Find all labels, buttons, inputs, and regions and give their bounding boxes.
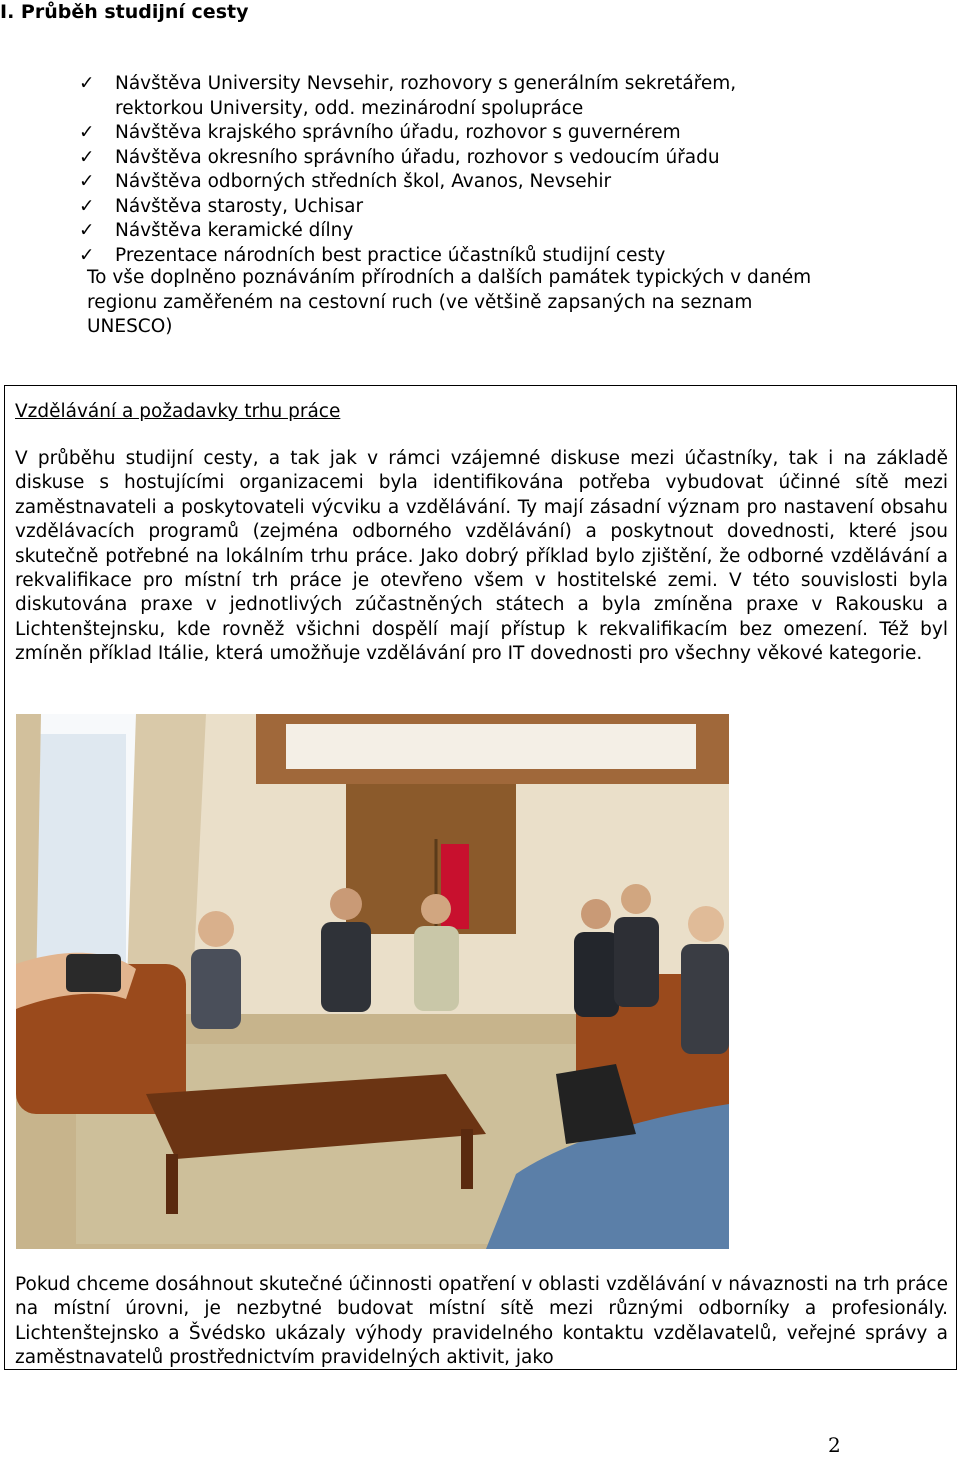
- window-pane: [36, 734, 126, 984]
- meeting-photo-illustration: [16, 714, 729, 1249]
- check-icon: ✓: [79, 73, 95, 94]
- list-item-text: Návštěva odborných středních škol, Avanos, Nevsehir: [115, 171, 612, 192]
- person-head: [581, 899, 611, 929]
- list-item-text: Prezentace národních best practice účastníků studijní cesty: [115, 244, 666, 266]
- person-head: [198, 911, 234, 947]
- education-section-box: [4, 385, 957, 1370]
- check-icon: ✓: [79, 195, 95, 217]
- person-head: [688, 906, 724, 942]
- list-item: [79, 219, 819, 244]
- person-body: [614, 917, 659, 1007]
- list-item-text: Návštěva okresního správního úřadu, rozhovor s vedoucím úřadu: [115, 146, 720, 168]
- paragraph-labour-market: V průběhu studijní cesty, a tak jak v rámci vzájemné diskuse mezi účastníky, tak i na základě diskuse s hostujícími organizacemi byla identifikována potřeba vybudovat účinné sítě mezi zaměstnavateli a poskytovateli výcviku a vzdělávání. Ty mají zásadní význam pro nastavení obsahu vzdělávacích programů (zejména odborného vzdělávání) a poskytnout dovednosti, které jsou skutečně potřebné na lokálním trhu práce. Jako dobrý příklad bylo zjištění, že odborné vzdělávání a rekvalifikace pro místní trh práce je otevřeno všem v hostitelské zemi. V této souvislosti byla diskutována praxe v jednotlivých zúčastněných státech a byla zmíněna praxe v Rakousku a Lichtenštejnsku, kde rovněž všichni dospělí mají přístup k rekvalifikacím bez omezení. Též byl zmíněn příklad Itálie, která umožňuje vzdělávání pro IT dovednosti pro všechny věkové kategorie.: [15, 448, 948, 665]
- list-item: [79, 72, 819, 121]
- person-body: [321, 922, 371, 1012]
- check-icon: ✓: [79, 146, 95, 168]
- box-heading: Vzdělávání a požadavky trhu práce: [15, 401, 341, 422]
- check-icon: ✓: [79, 244, 95, 266]
- ceiling-light: [286, 724, 696, 769]
- check-icon: ✓: [79, 171, 95, 192]
- paragraph-networks: Pokud chceme dosáhnout skutečné účinnosti opatření v oblasti vzdělávání v návaznosti na trh práce na místní úrovni, je nezbytné budovat místní sítě mezi různými odborníky a profesionály. Lichtenštejnsko a Švédsko ukázaly výhody pravidelného kontaktu vzdělavatelů, veřejné správy a zaměstnavatelů prostřednictvím pravidelných aktivit, jako: [15, 1274, 948, 1369]
- person-head: [421, 894, 451, 924]
- list-item: [79, 195, 819, 220]
- camera-icon: [66, 954, 121, 992]
- table-leg: [461, 1129, 473, 1189]
- list-item: [79, 146, 819, 171]
- check-icon: ✓: [79, 220, 95, 241]
- person-body: [681, 944, 729, 1054]
- list-item: [79, 121, 819, 146]
- meeting-photo: [16, 714, 729, 1249]
- page-number: 2: [828, 1433, 841, 1457]
- list-item-text: Návštěva krajského správního úřadu, rozhovor s guvernérem: [115, 122, 681, 143]
- person-body: [574, 932, 619, 1017]
- list-item-text: Návštěva starosty, Uchisar: [115, 195, 364, 217]
- list-item-text: Návštěva keramické dílny: [115, 220, 354, 241]
- section-title: I. Průběh studijní cesty: [0, 1, 249, 23]
- list-item: [79, 170, 819, 195]
- list-item: [79, 244, 819, 269]
- person-body: [414, 926, 459, 1011]
- table-leg: [166, 1154, 178, 1214]
- summary-note: To vše doplněno poznáváním přírodních a dalších památek typických v daném regionu zaměřeném na cestovní ruch (ve většině zapsaných na seznam UNESCO): [87, 267, 812, 337]
- person-head: [330, 888, 362, 920]
- list-item-text: Návštěva University Nevsehir, rozhovory s generálním sekretářem, rektorkou University, odd. mezinárodní spolupráce: [115, 73, 737, 119]
- check-icon: ✓: [79, 122, 95, 143]
- person-head: [621, 884, 651, 914]
- visit-checklist: [79, 72, 819, 268]
- person-body: [191, 949, 241, 1029]
